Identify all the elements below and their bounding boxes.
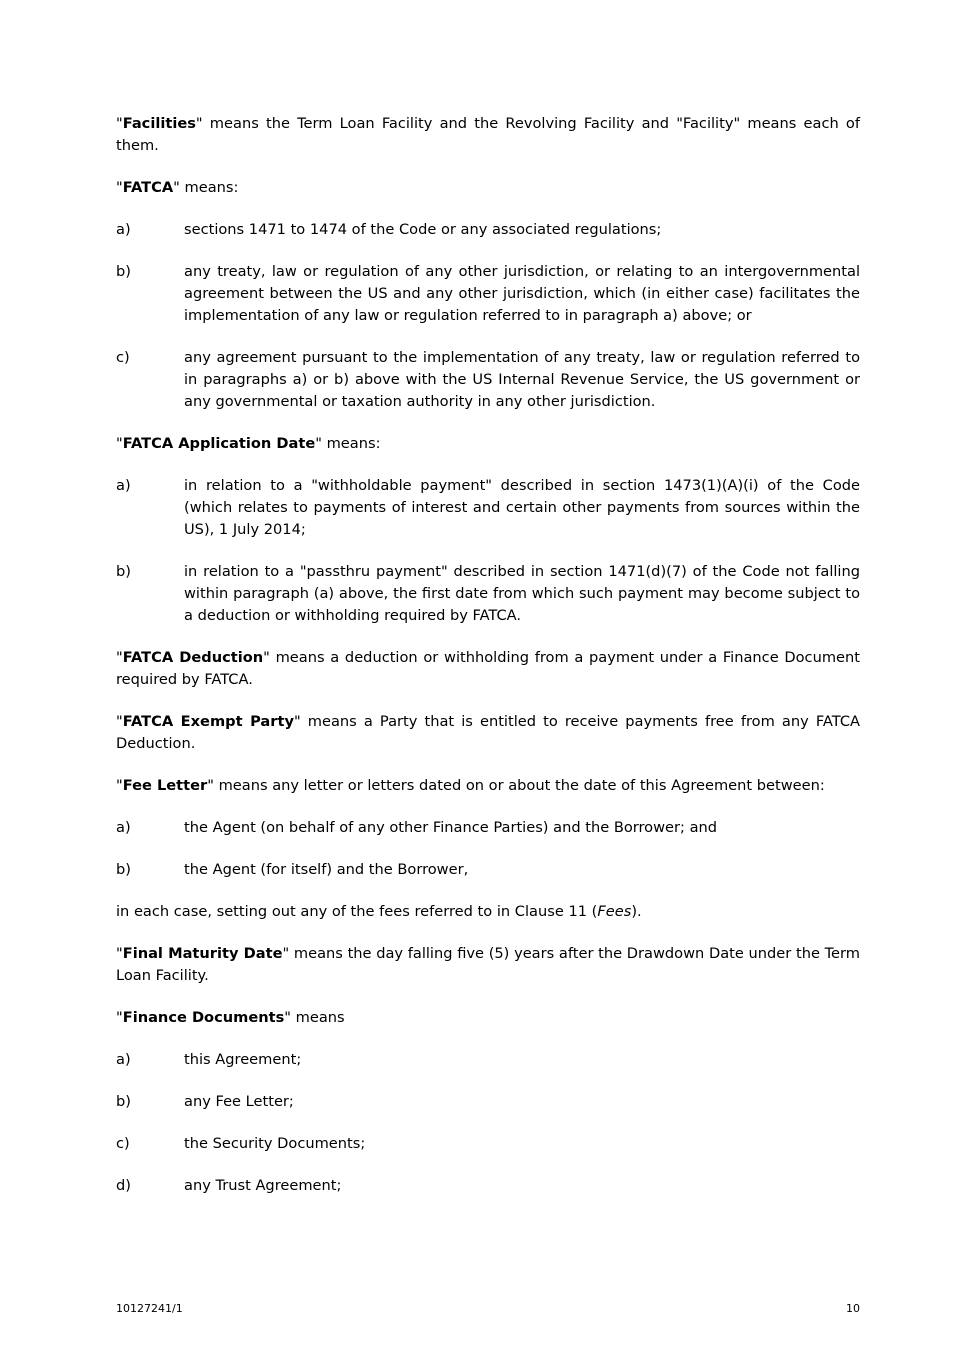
item-text: any Trust Agreement; [184, 1177, 342, 1194]
list-item [116, 1049, 860, 1071]
item-label: b) [116, 563, 131, 580]
item-label: a) [116, 1051, 131, 1068]
fee-letter-closing [116, 901, 860, 923]
closing-text-end: ). [631, 903, 642, 920]
item-text: any Fee Letter; [184, 1093, 294, 1110]
defined-term: FATCA Application Date [122, 435, 316, 452]
item-text: any treaty, law or regulation of any other jurisdiction, or relating to an intergovernmental agreement between the US and any other jurisdiction, which (in either case) facilitates the implementation of any law or regulation referred to in paragraph a) above; or [184, 263, 860, 324]
item-text: in relation to a "passthru payment" described in section 1471(d)(7) of the Code not falling within paragraph (a) above, the first date from which such payment may become subject to a deduction or withholding required by FATCA. [184, 563, 860, 624]
list-item [116, 859, 860, 881]
item-label: b) [116, 1093, 131, 1110]
list-item [116, 347, 860, 413]
definition-text: means [291, 1009, 345, 1026]
definition-fee-letter: "Fee Letter" means any letter or letters dated on or about the date of this Agreement between: [116, 777, 825, 794]
item-label: a) [116, 221, 131, 238]
definition-fatca-application-date: "FATCA Application Date" means: [116, 435, 381, 452]
document-reference: 10127241/1 [116, 1302, 183, 1315]
definition-text: means any letter or letters dated on or about the date of this Agreement between: [213, 777, 825, 794]
item-text: any agreement pursuant to the implementation of any treaty, law or regulation referred to in paragraphs a) or b) above with the US Internal Revenue Service, the US government or any governmental or taxation authority in any other jurisdiction. [184, 349, 860, 410]
document-body [116, 113, 860, 1217]
item-label: d) [116, 1177, 131, 1194]
page-footer [116, 1302, 860, 1316]
definition-text: means: [321, 435, 381, 452]
definition-final-maturity-date: "Final Maturity Date" means the day falling five (5) years after the Drawdown Date under the Term Loan Facility. [116, 945, 860, 984]
item-label: b) [116, 861, 131, 878]
list-item [116, 261, 860, 327]
definition-text: means a Party that is entitled to receive payments free from any FATCA Deduction. [116, 713, 860, 752]
item-text: in relation to a "withholdable payment" described in section 1473(1)(A)(i) of the Code (which relates to payments of interest and certain other payments from sources within the US), 1 July 2014; [184, 477, 860, 538]
item-text: the Agent (on behalf of any other Finance Parties) and the Borrower; and [184, 819, 718, 836]
item-text: this Agreement; [184, 1051, 302, 1068]
defined-term: FATCA Deduction [122, 649, 264, 666]
defined-term: Facilities [122, 115, 196, 132]
item-label: a) [116, 819, 131, 836]
item-text: the Security Documents; [184, 1135, 366, 1152]
defined-term: Finance Documents [122, 1009, 285, 1026]
list-item [116, 1175, 860, 1197]
list-item [116, 561, 860, 627]
item-label: b) [116, 263, 131, 280]
definition-finance-documents: "Finance Documents" means [116, 1009, 345, 1026]
list-item [116, 1133, 860, 1155]
item-label: c) [116, 1135, 130, 1152]
definition-text: means the Term Loan Facility and the Revolving Facility and "Facility" means each of them. [116, 115, 860, 154]
definition-text: means a deduction or withholding from a payment under a Finance Document required by FATCA. [116, 649, 860, 688]
list-item [116, 219, 860, 241]
definition-fatca: "FATCA" means: [116, 179, 239, 196]
defined-term: FATCA Exempt Party [122, 713, 294, 730]
definition-text: means: [179, 179, 239, 196]
closing-text: in each case, setting out any of the fees referred to in Clause 11 ( [116, 903, 598, 920]
clause-reference: Fees [597, 903, 632, 920]
page-number: 10 [846, 1302, 860, 1315]
item-text: sections 1471 to 1474 of the Code or any associated regulations; [184, 221, 662, 238]
definition-fatca-deduction: "FATCA Deduction" means a deduction or withholding from a payment under a Finance Document required by FATCA. [116, 649, 860, 688]
item-label: a) [116, 477, 131, 494]
definition-text: means the day falling five (5) years after the Drawdown Date under the Term Loan Facility. [116, 945, 860, 984]
list-item [116, 1091, 860, 1113]
defined-term: Fee Letter [122, 777, 208, 794]
defined-term: FATCA [122, 179, 174, 196]
defined-term: Final Maturity Date [122, 945, 283, 962]
definition-facilities: "Facilities" means the Term Loan Facility and the Revolving Facility and "Facility" means each of them. [116, 115, 860, 154]
list-item [116, 475, 860, 541]
list-item [116, 817, 860, 839]
item-label: c) [116, 349, 130, 366]
definition-fatca-exempt-party: "FATCA Exempt Party" means a Party that is entitled to receive payments free from any FATCA Deduction. [116, 713, 860, 752]
item-text: the Agent (for itself) and the Borrower, [184, 861, 469, 878]
